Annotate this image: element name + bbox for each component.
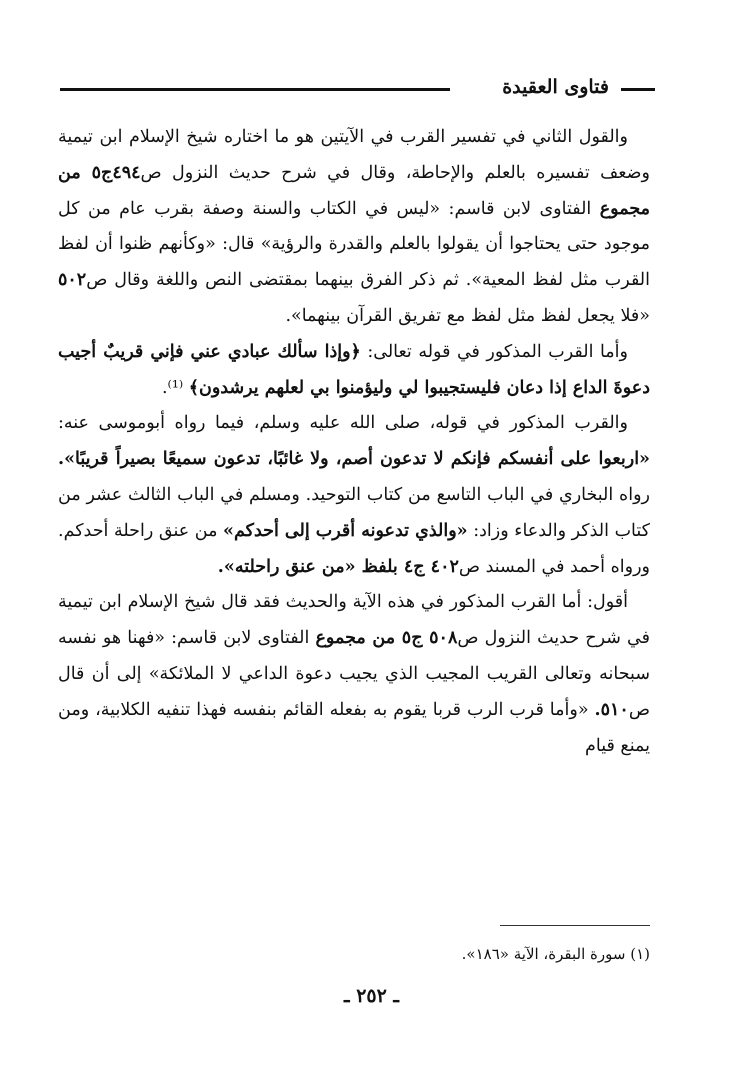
main-text	[58, 120, 650, 764]
paragraph	[58, 585, 650, 764]
text-span: الفتاوى لابن قاسم: «ليس في الكتاب والسنة وصفة بقرب عام من كل موجود حتى يحتاجوا أن يقولوا بالعلم والقدرة والرؤية» قال: «وكأنهم ظنوا أن لفظ القرب مثل لفظ المعية». ثم ذكر الفرق بينهما بمقتضى النص واللغة وقال ص	[58, 198, 650, 291]
footnote-separator	[500, 925, 650, 926]
text-span: والقول الثاني في تفسير القرب في الآيتين هو ما اختاره شيخ الإسلام ابن تيمية وضعف تفسيره بالعلم والإحاطة، وقال في شرح حديث النزول ص	[58, 127, 650, 183]
page-number: ـ ٢٥٢ ـ	[344, 985, 399, 1007]
quran-verse: ﴿وإذا سألك عبادي عني فإني قريبٌ أجيب دعوةَ الداع إذا دعان فليستجيبوا لي وليؤمنوا بي لعلهم يرشدون﴾	[58, 341, 650, 398]
header-rule	[60, 88, 450, 91]
paragraph	[58, 406, 650, 585]
reference-span: ٥٠٨ ج٥ من مجموع	[315, 628, 458, 649]
text-span: أقول: أما القرب المذكور في هذه الآية والحديث فقد قال شيخ الإسلام ابن تيمية في شرح حديث النزول ص	[58, 592, 650, 649]
text-span: رواه البخاري في الباب التاسع من كتاب التوحيد. ومسلم في الباب الثالث عشر من كتاب الذكر والدعاء وزاد:	[58, 484, 650, 541]
hadith-quote: «والذي تدعونه أقرب إلى أحدكم»	[223, 520, 468, 541]
text-span: الفتاوى لابن قاسم: «فهنا هو نفسه سبحانه وتعالى القريب المجيب الذي يجيب دعوة الداعي لا الملائكة» إلى أن قال ص	[58, 628, 650, 720]
paragraph	[58, 120, 650, 335]
text-span: من عنق راحلة أحدكم. ورواه أحمد في المسند ص	[58, 520, 650, 577]
text-span: والقرب المذكور في قوله، صلى الله عليه وسلم، فيما رواه أبوموسى عنه:	[58, 413, 628, 434]
footnote-marker: ⁽¹⁾.	[161, 377, 189, 398]
reference-span: ٤٩٤ج٥ من مجموع	[58, 162, 650, 219]
text-span: وأما القرب المذكور في قوله تعالى:	[360, 341, 628, 362]
hadith-quote: «اربعوا على أنفسكم فإنكم لا تدعون أصم، ولا غائبًا، تدعون سميعًا بصيراً قريبًا».	[58, 449, 650, 470]
text-span: «وأما قرب الرب قربا يقوم به بفعله القائم بنفسه فهذا تنفيه الكلابية، ومن يمنع قيام	[58, 699, 650, 756]
reference-span: ٥٠٢	[58, 270, 87, 291]
reference-span: ٥١٠.	[594, 699, 629, 720]
running-header	[60, 72, 655, 102]
footnote: (١) سورة البقرة، الآية «١٨٦».	[461, 945, 650, 963]
text-span: «فلا يجعل لفظ مثل لفظ مع تفريق القرآن بينهما».	[285, 305, 650, 326]
header-title: فتاوى العقيدة	[502, 76, 609, 98]
reference-span: ٤٠٢ ج٤ بلفظ «من عنق راحلته».	[217, 556, 459, 577]
paragraph	[58, 335, 650, 407]
header-rule-short	[621, 88, 655, 91]
